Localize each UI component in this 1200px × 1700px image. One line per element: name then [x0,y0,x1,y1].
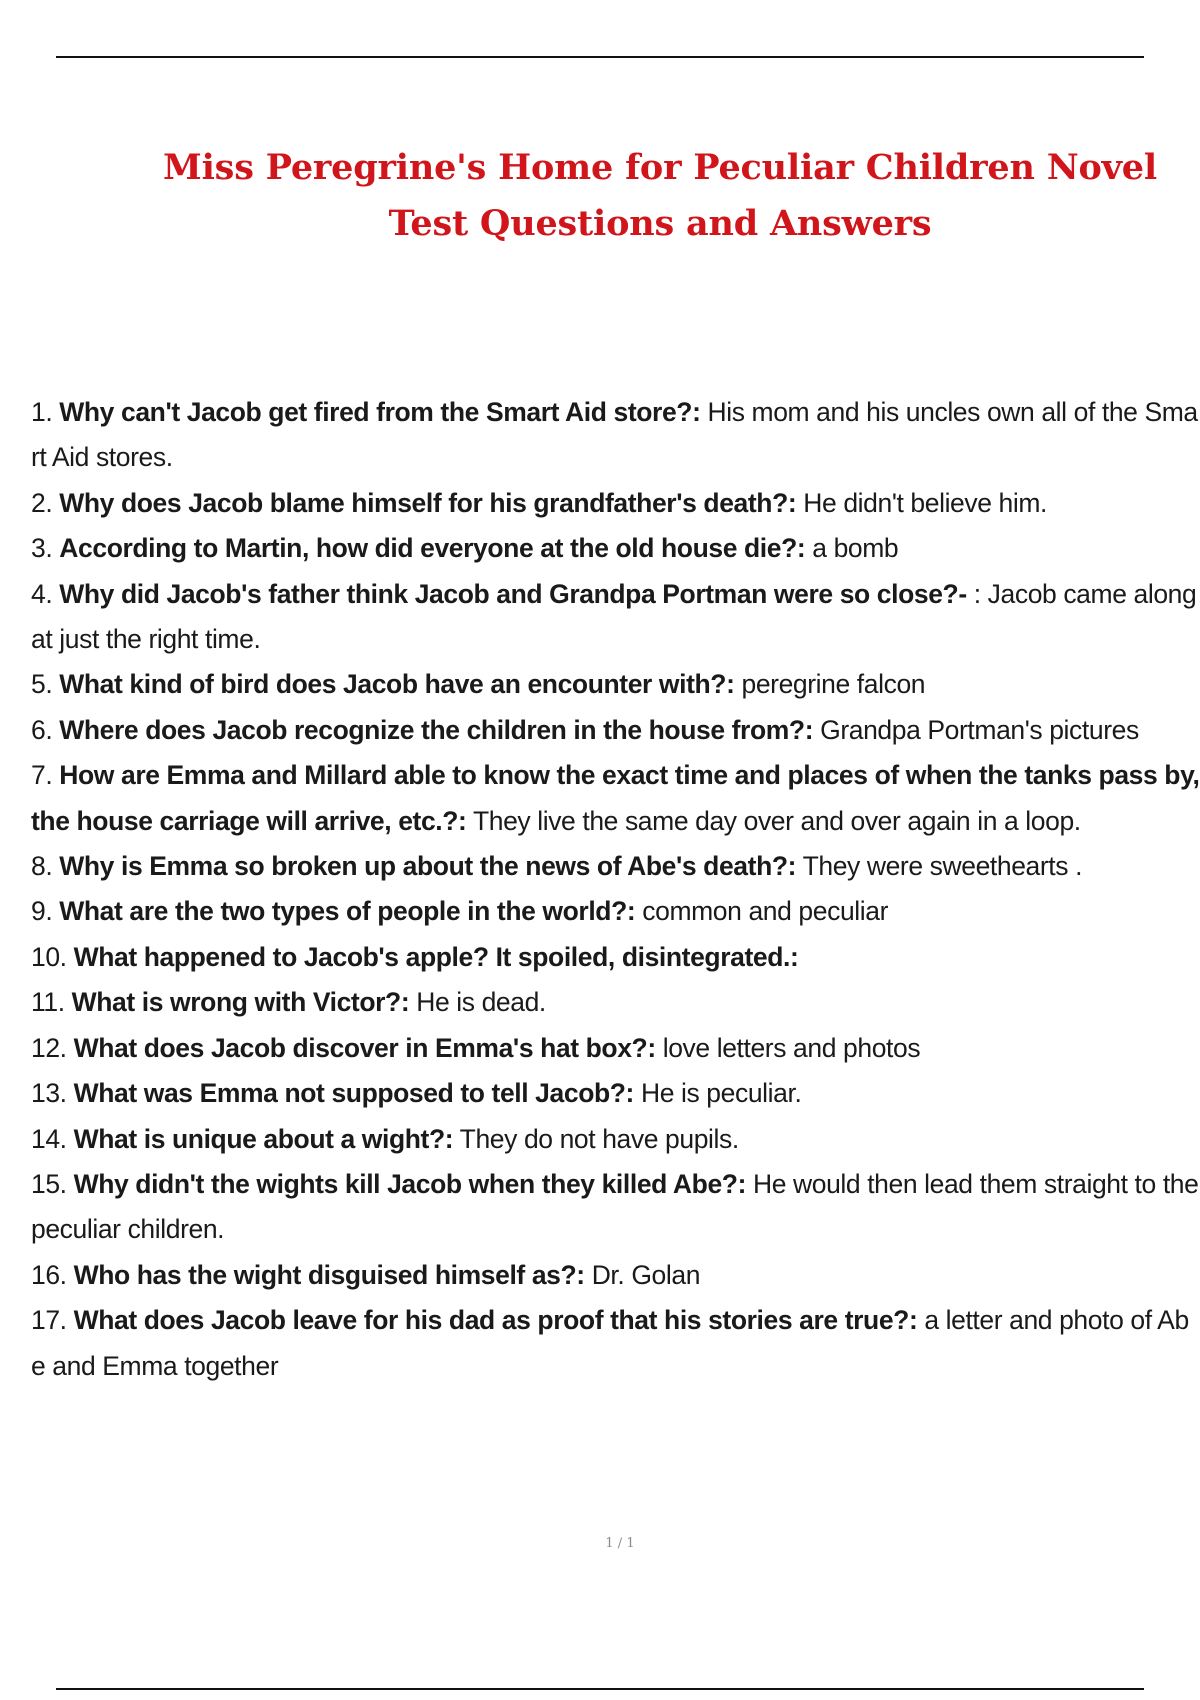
qa-item-3 [31,526,1200,571]
question-text: What does Jacob discover in Emma's hat box?: [73,1032,656,1063]
qa-number: 5. [31,669,53,700]
qa-item-10 [31,935,1200,980]
question-text: What kind of bird does Jacob have an encounter with?: [59,669,735,700]
answer-text: They were sweethearts . [802,851,1083,882]
question-text: What was Emma not supposed to tell Jacob?: [73,1078,634,1109]
question-text: Where does Jacob recognize the children in the house from?: [59,714,814,745]
qa-item-5 [31,662,1200,707]
qa-item-1 [31,390,1200,481]
top-divider [56,56,1144,58]
answer-text: They live the same day over and over again in a loop. [472,805,1081,836]
qa-number: 14. [31,1123,67,1154]
qa-item-16 [31,1253,1200,1298]
question-text: According to Martin, how did everyone at the old house die?: [59,533,806,564]
answer-text: They do not have pupils. [459,1123,739,1154]
answer-text: He would then lead them straight to the peculiar children. [31,1168,1199,1245]
answer-text: : Jacob came along at just the right time. [31,578,1197,655]
qa-item-6 [31,708,1200,753]
question-text: What is unique about a wight?: [73,1123,454,1154]
qa-list [31,390,1200,1389]
question-text: Who has the wight disguised himself as?: [73,1259,585,1290]
qa-number: 13. [31,1078,67,1109]
qa-number: 11. [31,987,65,1018]
qa-item-17 [31,1298,1200,1389]
answer-text: love letters and photos [662,1032,921,1063]
question-text: Why does Jacob blame himself for his grandfather's death?: [59,487,797,518]
qa-number: 16. [31,1259,67,1290]
qa-number: 12. [31,1032,67,1063]
answer-text: peregrine falcon [741,669,926,700]
qa-number: 1. [31,397,53,427]
question-text: What does Jacob leave for his dad as proof that his stories are true?: [73,1305,918,1336]
answer-text: His mom and his uncles own all of the Smart Aid stores. [31,397,1198,473]
qa-number: 4. [31,578,53,609]
answer-text: He didn't believe him. [803,487,1048,518]
bottom-divider [56,1688,1144,1690]
qa-number: 2. [31,487,53,518]
question-text: Why is Emma so broken up about the news of Abe's death?: [59,851,797,882]
qa-number: 9. [31,896,53,927]
question-text: Why didn't the wights kill Jacob when they killed Abe?: [73,1168,746,1199]
qa-number: 3. [31,533,53,564]
qa-number: 17. [31,1305,67,1336]
qa-number: 15. [31,1168,67,1199]
qa-item-4 [31,572,1200,663]
answer-text: common and peculiar [642,896,889,927]
qa-number: 6. [31,714,53,745]
qa-item-14 [31,1117,1200,1162]
qa-item-2 [31,481,1200,526]
answer-text: He is peculiar. [640,1078,802,1109]
question-text: Why can't Jacob get fired from the Smart Aid store?: [59,397,701,427]
qa-number: 7. [31,760,53,791]
qa-item-8 [31,844,1200,889]
answer-text: a letter and photo of Abe and Emma together [31,1305,1189,1381]
qa-number: 8. [31,851,53,882]
question-text: What are the two types of people in the world?: [59,896,636,927]
qa-number: 10. [31,941,67,972]
qa-item-7 [31,753,1200,844]
qa-item-11 [31,980,1200,1025]
question-text: What happened to Jacob's apple? It spoiled, disintegrated.: [73,941,799,972]
answer-text: Grandpa Portman's pictures [820,714,1139,745]
question-text: Why did Jacob's father think Jacob and Grandpa Portman were so close?- [59,578,967,609]
question-text: What is wrong with Victor?: [71,987,410,1018]
question-text: How are Emma and Millard able to know the exact time and places of when the tanks pass by, the house carriage will arrive, etc.?: [31,760,1200,836]
answer-text: a bomb [812,533,899,564]
page-number: 1 / 1 [605,1536,635,1551]
answer-text: Dr. Golan [591,1259,701,1290]
document-title: Miss Peregrine's Home for Peculiar Children Novel Test Questions and Answers [163,147,1157,244]
qa-item-15 [31,1162,1200,1253]
qa-item-9 [31,889,1200,934]
answer-text: He is dead. [416,987,546,1018]
qa-item-13 [31,1071,1200,1116]
qa-item-12 [31,1026,1200,1071]
